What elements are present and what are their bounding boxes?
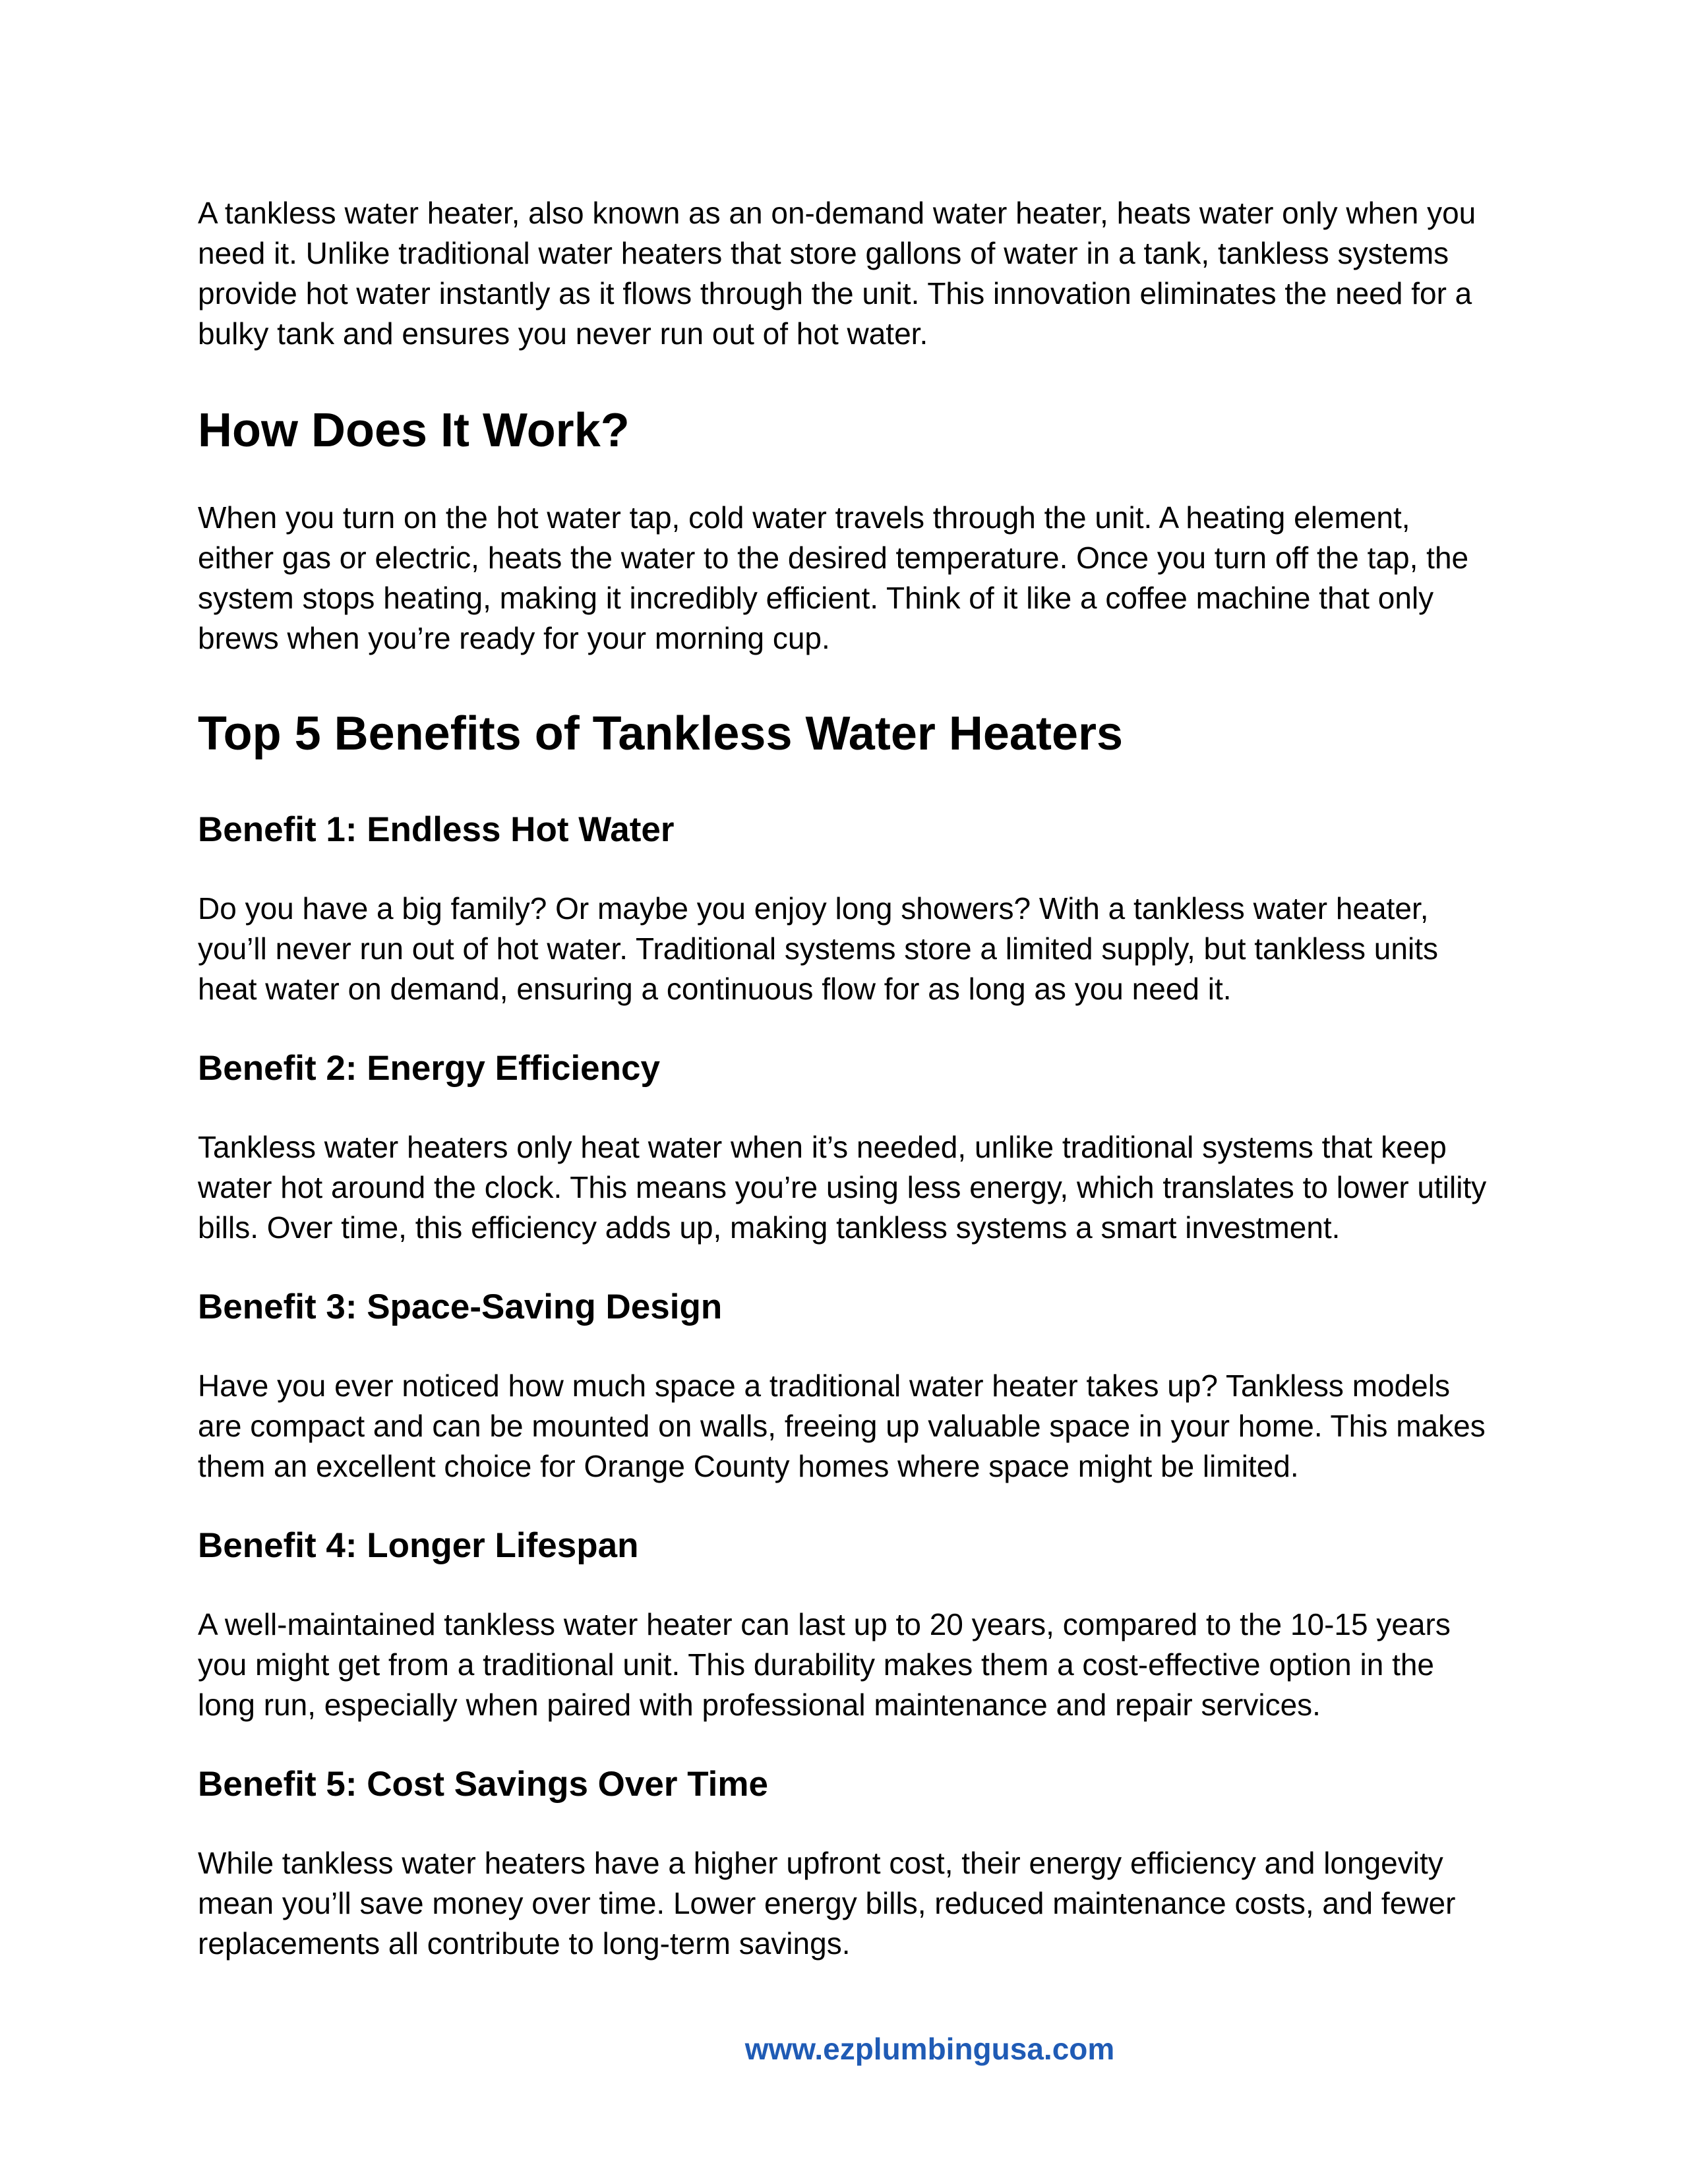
benefit-3-paragraph: Have you ever noticed how much space a traditional water heater takes up? Tankless models are compact and can be mounted on walls, freeing up valuable space in your home. This makes them an excellent choice for Orange County homes where space might be limited. [198,1369,1486,1483]
benefit-4-heading: Benefit 4: Longer Lifespan [198,1526,639,1565]
benefit-1-heading: Benefit 1: Endless Hot Water [198,810,675,849]
benefit-1-paragraph: Do you have a big family? Or maybe you enjoy long showers? With a tankless water heater, you’ll never run out of hot water. Traditional systems store a limited supply, but tankless units heat water on demand, ensuring a continuous flow for as long as you need it. [198,891,1438,1006]
website-link[interactable] [0,2029,1688,2069]
how-it-works-heading: How Does It Work? [198,404,630,457]
website-link-text[interactable]: www.ezplumbingusa.com [744,2032,1115,2066]
benefit-4-section [198,1605,1490,1725]
benefit-3-heading: Benefit 3: Space-Saving Design [198,1287,723,1326]
benefit-2-heading: Benefit 2: Energy Efficiency [198,1049,660,1088]
how-it-works-paragraph: When you turn on the hot water tap, cold water travels through the unit. A heating element, either gas or electric, heats the water to the desired temperature. Once you turn off the tap, the system stops heating, making it incredibly efficient. Think of it like a coffee machine that only brews when you’re ready for your morning cup. [198,500,1469,655]
benefit-5-heading: Benefit 5: Cost Savings Over Time [198,1765,768,1804]
benefit-5-paragraph: While tankless water heaters have a higher upfront cost, their energy efficiency and longevity mean you’ll save money over time. Lower energy bills, reduced maintenance costs, and fewer replacements all contribute to long-term savings. [198,1846,1456,1961]
benefit-5-section [198,1843,1490,1964]
benefits-heading: Top 5 Benefits of Tankless Water Heaters [198,707,1124,760]
benefit-4-paragraph: A well-maintained tankless water heater can last up to 20 years, compared to the 10-15 years you might get from a traditional unit. This durability makes them a cost-effective option in the long run, especially when paired with professional maintenance and repair services. [198,1607,1451,1722]
intro-paragraph: A tankless water heater, also known as an on-demand water heater, heats water only when you need it. Unlike traditional water heaters that store gallons of water in a tank, tankless systems provide hot water instantly as it flows through the unit. This innovation eliminates the need for a bulky tank and ensures you never run out of hot water. [198,196,1476,351]
benefit-1-section [198,889,1490,1009]
benefit-2-paragraph: Tankless water heaters only heat water when it’s needed, unlike traditional systems that keep water hot around the clock. This means you’re using less energy, which translates to lower utility bills. Over time, this efficiency adds up, making tankless systems a smart investment. [198,1130,1487,1245]
how-it-works-section [198,498,1490,659]
intro-section [198,193,1490,354]
benefit-3-section [198,1366,1490,1487]
benefit-2-section [198,1127,1490,1248]
